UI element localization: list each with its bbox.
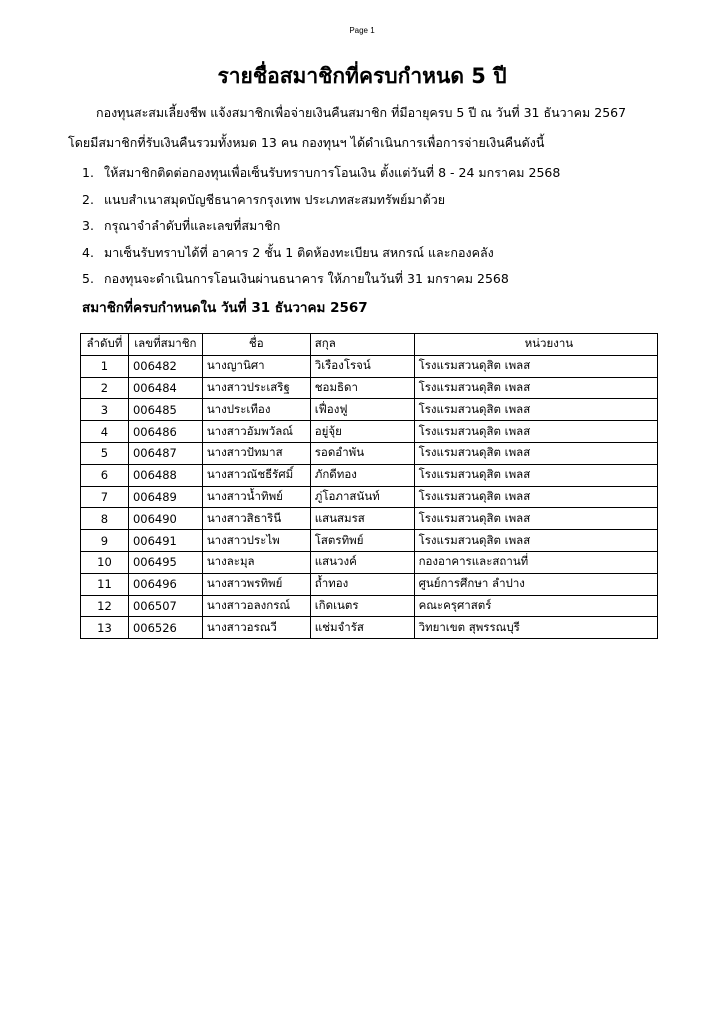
first-name-cell: นางสาวประไพ: [202, 530, 310, 552]
table-row: [81, 377, 658, 399]
instruction-list: [82, 163, 560, 296]
member-id-cell: 006496: [128, 573, 202, 595]
department-cell: โรงแรมสวนดุสิต เพลส: [414, 399, 657, 421]
member-id-cell: 006484: [128, 377, 202, 399]
table-row: [81, 355, 658, 377]
instruction-item: [82, 243, 560, 270]
department-cell: โรงแรมสวนดุสิต เพลส: [414, 377, 657, 399]
first-name-cell: นางญานิศา: [202, 355, 310, 377]
last-name-cell: วิเรืองโรจน์: [310, 355, 414, 377]
order-cell: 13: [81, 617, 129, 639]
order-cell: 1: [81, 355, 129, 377]
first-name-cell: นางสาวปัทมาส: [202, 442, 310, 464]
department-cell: โรงแรมสวนดุสิต เพลส: [414, 464, 657, 486]
instruction-text: มาเซ็นรับทราบได้ที่ อาคาร 2 ชั้น 1 ติดห้องทะเบียน สหกรณ์ และกองคลัง: [104, 244, 494, 260]
department-cell: โรงแรมสวนดุสิต เพลส: [414, 530, 657, 552]
member-id-cell: 006482: [128, 355, 202, 377]
first-name-cell: นางสาวประเสริฐ: [202, 377, 310, 399]
header-last-name: สกุล: [310, 334, 414, 356]
member-id-cell: 006507: [128, 595, 202, 617]
member-id-cell: 006487: [128, 442, 202, 464]
last-name-cell: แช่มจำรัส: [310, 617, 414, 639]
member-id-cell: 006485: [128, 399, 202, 421]
department-cell: โรงแรมสวนดุสิต เพลส: [414, 486, 657, 508]
intro-paragraph-line-2: โดยมีสมาชิกที่รับเงินคืนรวมทั้งหมด 13 คน กองทุนฯ ได้ดำเนินการเพื่อการจ่ายเงินคืนดังนี้: [68, 135, 545, 150]
instruction-item: [82, 163, 560, 190]
department-cell: โรงแรมสวนดุสิต เพลส: [414, 421, 657, 443]
member-id-cell: 006526: [128, 617, 202, 639]
last-name-cell: โสตรทิพย์: [310, 530, 414, 552]
intro-paragraph-line-1: กองทุนสะสมเลี้ยงชีพ แจ้งสมาชิกเพื่อจ่ายเงินคืนสมาชิก ที่มีอายุครบ 5 ปี ณ วันที่ 31 ธันวาคม 2567: [96, 105, 627, 120]
table-row: [81, 595, 658, 617]
header-order: ลำดับที่: [81, 334, 129, 356]
order-cell: 4: [81, 421, 129, 443]
last-name-cell: อยู่จุ้ย: [310, 421, 414, 443]
instruction-number: 5.: [82, 271, 94, 286]
table-row: [81, 486, 658, 508]
instruction-number: 4.: [82, 244, 94, 260]
page-title: รายชื่อสมาชิกที่ครบกำหนด 5 ปี: [217, 64, 507, 88]
first-name-cell: นางประเทือง: [202, 399, 310, 421]
instruction-item: [82, 190, 560, 217]
department-cell: คณะครุศาสตร์: [414, 595, 657, 617]
header-first-name: ชื่อ: [202, 334, 310, 356]
member-id-cell: 006486: [128, 421, 202, 443]
table-heading: สมาชิกที่ครบกำหนดใน วันที่ 31 ธันวาคม 2567: [82, 300, 368, 316]
department-cell: โรงแรมสวนดุสิต เพลส: [414, 442, 657, 464]
order-cell: 9: [81, 530, 129, 552]
table-row: [81, 551, 658, 573]
last-name-cell: ถ้ำทอง: [310, 573, 414, 595]
department-cell: กองอาคารและสถานที่: [414, 551, 657, 573]
last-name-cell: ชอมธิดา: [310, 377, 414, 399]
instruction-number: 1.: [82, 165, 94, 180]
order-cell: 12: [81, 595, 129, 617]
header-member-id: เลขที่สมาชิก: [128, 334, 202, 356]
member-id-cell: 006488: [128, 464, 202, 486]
instruction-text: กรุณาจำลำดับที่และเลขที่สมาชิก: [104, 218, 281, 233]
table-row: [81, 530, 658, 552]
order-cell: 10: [81, 551, 129, 573]
order-cell: 3: [81, 399, 129, 421]
page-number: Page 1: [349, 26, 375, 35]
first-name-cell: นางสาวอัมพวัลณ์: [202, 421, 310, 443]
first-name-cell: นางสาวอลงกรณ์: [202, 595, 310, 617]
instruction-text: กองทุนจะดำเนินการโอนเงินผ่านธนาคาร ให้ภายในวันที่ 31 มกราคม 2568: [104, 271, 509, 286]
last-name-cell: เกิดเนตร: [310, 595, 414, 617]
member-id-cell: 006495: [128, 551, 202, 573]
first-name-cell: นางสาวน้ำทิพย์: [202, 486, 310, 508]
department-cell: ศูนย์การศึกษา ลำปาง: [414, 573, 657, 595]
first-name-cell: นางสาวอรณวี: [202, 617, 310, 639]
last-name-cell: ภักดีทอง: [310, 464, 414, 486]
order-cell: 5: [81, 442, 129, 464]
last-name-cell: เฟื่องฟู: [310, 399, 414, 421]
table-row: [81, 508, 658, 530]
first-name-cell: นางสาวพรทิพย์: [202, 573, 310, 595]
table-row: [81, 442, 658, 464]
first-name-cell: นางสาวณัชธีรัศมิ์: [202, 464, 310, 486]
instruction-item: [82, 216, 560, 243]
header-department: หน่วยงาน: [414, 334, 657, 356]
last-name-cell: ภู่โอภาสนันท์: [310, 486, 414, 508]
first-name-cell: นางละมุล: [202, 551, 310, 573]
instruction-number: 3.: [82, 218, 94, 233]
order-cell: 11: [81, 573, 129, 595]
order-cell: 2: [81, 377, 129, 399]
table-row: [81, 573, 658, 595]
table-header-row: [81, 334, 658, 356]
members-table: [80, 333, 658, 639]
last-name-cell: แสนสมรส: [310, 508, 414, 530]
order-cell: 8: [81, 508, 129, 530]
instruction-number: 2.: [82, 191, 94, 207]
table-row: [81, 421, 658, 443]
last-name-cell: แสนวงค์: [310, 551, 414, 573]
instruction-text: ให้สมาชิกติดต่อกองทุนเพื่อเซ็นรับทราบการโอนเงิน ตั้งแต่วันที่ 8 - 24 มกราคม 2568: [104, 165, 561, 180]
table-row: [81, 617, 658, 639]
instruction-text: แนบสำเนาสมุดบัญชีธนาคารกรุงเทพ ประเภทสะสมทรัพย์มาด้วย: [104, 191, 446, 207]
department-cell: โรงแรมสวนดุสิต เพลส: [414, 508, 657, 530]
member-id-cell: 006491: [128, 530, 202, 552]
table-row: [81, 399, 658, 421]
department-cell: วิทยาเขต สุพรรณบุรี: [414, 617, 657, 639]
order-cell: 7: [81, 486, 129, 508]
member-id-cell: 006490: [128, 508, 202, 530]
department-cell: โรงแรมสวนดุสิต เพลส: [414, 355, 657, 377]
instruction-item: [82, 269, 560, 296]
first-name-cell: นางสาวสิธารินี: [202, 508, 310, 530]
table-row: [81, 464, 658, 486]
last-name-cell: รอดอำพัน: [310, 442, 414, 464]
member-id-cell: 006489: [128, 486, 202, 508]
order-cell: 6: [81, 464, 129, 486]
